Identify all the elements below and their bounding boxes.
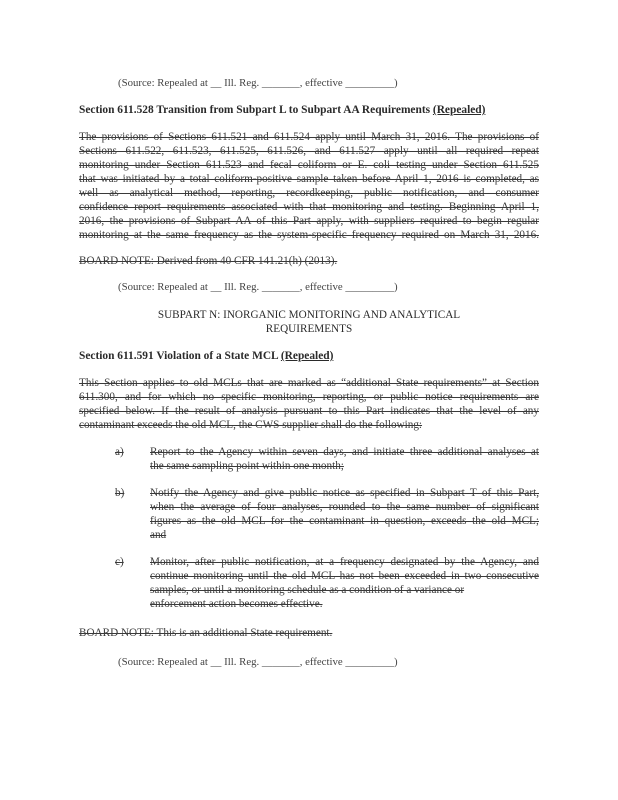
paragraph-line: monitoring at the same frequency as the system-specific frequency required on March 31, 2016. xyxy=(79,229,539,241)
list-item-line: Report to the Agency within seven days, and initiate three additional analyses at xyxy=(150,446,539,458)
subpart-title: REQUIREMENTS xyxy=(265,323,353,335)
board-note: BOARD NOTE: This is an additional State requirement. xyxy=(79,627,333,639)
source-note: (Source: Repealed at __ Ill. Reg. _______, effective _________) xyxy=(118,656,398,668)
section-heading xyxy=(79,103,485,117)
paragraph-line: Sections 611.522, 611.523, 611.525, 611.526, and 611.527 apply until all required repeat xyxy=(79,145,539,157)
list-item-line: the same sampling point within one month; xyxy=(150,460,344,472)
list-item-line: samples, or until a monitoring schedule as a condition of a variance or xyxy=(150,584,465,596)
subpart-title: SUBPART N: INORGANIC MONITORING AND ANALYTICAL xyxy=(157,309,461,321)
list-item-line: enforcement action becomes effective. xyxy=(150,598,323,610)
list-item-letter: c) xyxy=(115,556,124,568)
list-item-letter: a) xyxy=(115,446,124,458)
paragraph-line: The provisions of Sections 611.521 and 611.524 apply until March 31, 2016. The provisions of xyxy=(79,131,539,143)
section-heading xyxy=(79,349,333,363)
board-note: BOARD NOTE: Derived from 40 CFR 141.21(h) (2013). xyxy=(79,255,338,267)
paragraph-line: that was initiated by a total coliform-positive sample taken before April 1, 2016 is completed, as xyxy=(79,173,539,185)
list-item-line: when the average of four analyses, rounded to the same number of significant xyxy=(150,501,539,513)
paragraph-line: This Section applies to old MCLs that are marked as “additional State requirements” at Section xyxy=(79,377,539,389)
list-item-line: Notify the Agency and give public notice as specified in Subpart T of this Part, xyxy=(150,487,539,499)
paragraph-line: contaminant exceeds the old MCL, the CWS supplier shall do the following: xyxy=(79,419,423,431)
list-item-line: continue monitoring until the old MCL has not been exceeded in two consecutive xyxy=(150,570,539,582)
repealed-tag: (Repealed) xyxy=(432,104,486,116)
paragraph-line: monitoring under Section 611.523 and fecal coliform or E. coli testing under Section 611.525 xyxy=(79,159,539,171)
section-heading-text: Section 611.528 Transition from Subpart L to Subpart AA Requirements xyxy=(79,104,431,116)
source-note: (Source: Repealed at __ Ill. Reg. _______, effective _________) xyxy=(118,77,398,89)
paragraph-line: well as analytical method, reporting, recordkeeping, public notification, and consumer xyxy=(79,187,539,199)
paragraph-line: 2016, the provisions of Subpart AA of this Part apply, with suppliers required to begin regular xyxy=(79,215,539,227)
section-heading-text: Section 611.591 Violation of a State MCL xyxy=(79,350,279,362)
paragraph-line: specified below. If the result of analysis pursuant to this Part indicates that the level of any xyxy=(79,405,539,417)
list-item-line: and xyxy=(150,529,167,541)
paragraph-line: 611.300, and for which no specific monitoring, reporting, or public notice requirements are xyxy=(79,391,539,403)
list-item-letter: b) xyxy=(115,487,125,499)
list-item-line: Monitor, after public notification, at a frequency designated by the Agency, and xyxy=(150,556,539,568)
repealed-tag: (Repealed) xyxy=(280,350,334,362)
list-item-line: figures as the old MCL for the contaminant in question, exceeds the old MCL; xyxy=(150,515,539,527)
paragraph-line: confidence report requirements associated with that monitoring and testing. Beginning April 1, xyxy=(79,201,539,213)
source-note: (Source: Repealed at __ Ill. Reg. _______, effective _________) xyxy=(118,281,398,293)
